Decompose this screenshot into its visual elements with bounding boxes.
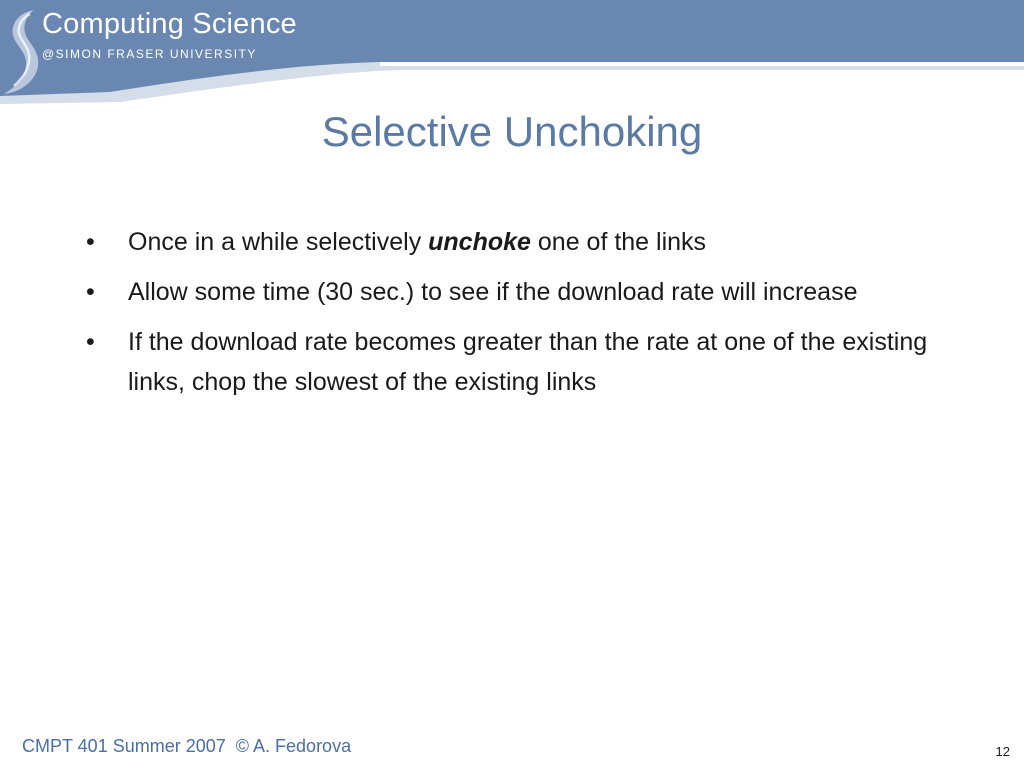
bullet-text: Allow some time (30 sec.) to see if the download rate will increase [128,278,858,306]
bullet-icon: • [86,328,95,356]
brand-subtitle: @SIMON FRASER UNIVERSITY [42,47,257,61]
page-number: 12 [995,744,1010,759]
slide-title: Selective Unchoking [321,108,703,155]
bullet-text: Once in a while selectively [128,228,429,256]
footer-course-credit: CMPT 401 Summer 2007 © A. Fedorova [22,736,352,756]
bullet-item [86,272,966,312]
bullet-list [86,222,966,412]
bullet-emphasis: unchoke [428,228,531,256]
bullet-icon: • [86,228,95,256]
brand-title: Computing Science [42,8,297,40]
bullet-text: If the download rate becomes greater than the rate at one of the existing links, chop the slowest of the existing links [128,328,928,396]
bullet-text: one of the links [530,228,707,256]
bullet-item [86,222,966,262]
bullet-icon: • [86,278,95,306]
bullet-item [86,322,966,402]
banner-band [370,0,1024,62]
